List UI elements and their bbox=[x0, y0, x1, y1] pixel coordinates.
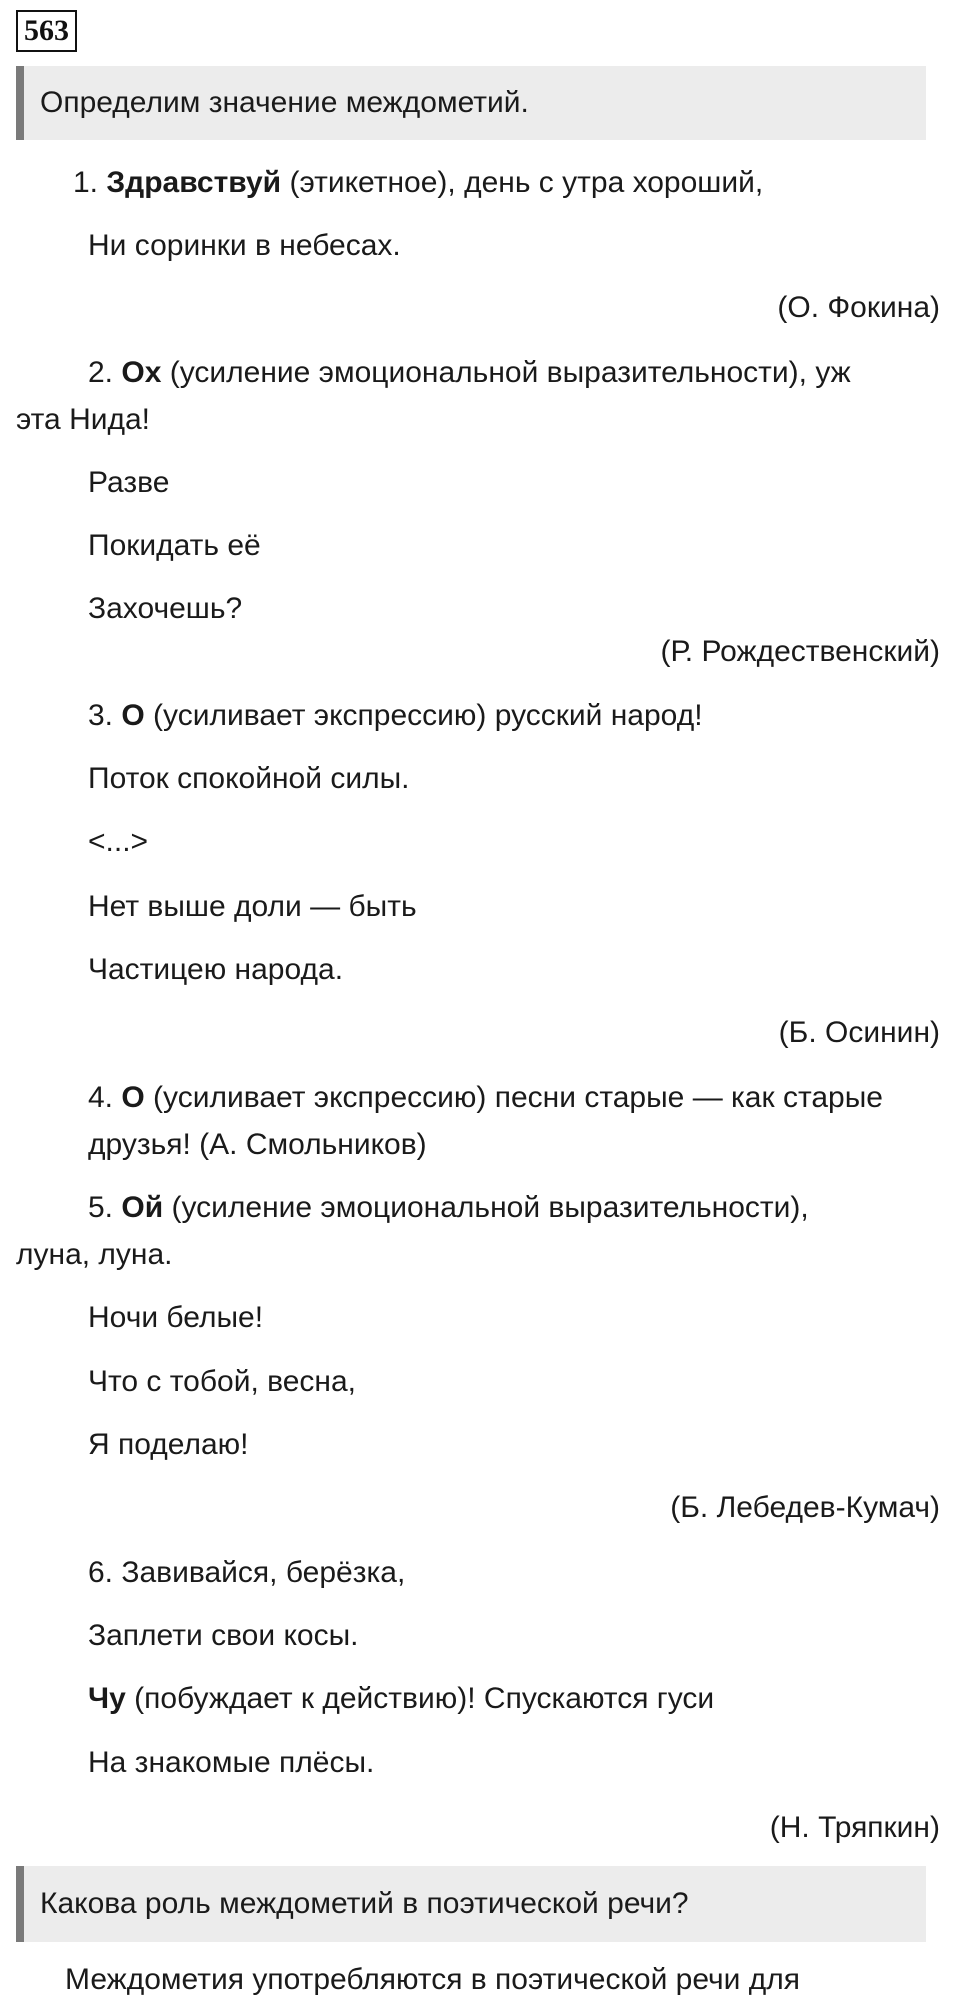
poem-line: Поток спокойной силы. bbox=[88, 762, 410, 795]
poem-line: На знакомые плёсы. bbox=[88, 1746, 375, 1779]
poem-line: Захочешь? bbox=[88, 592, 243, 625]
item-3-line-1 bbox=[88, 698, 703, 734]
poem-line: Частицею народа. bbox=[88, 953, 344, 986]
poem-line: Разве bbox=[88, 466, 170, 499]
item-number: 1. bbox=[73, 166, 99, 199]
item-5-line-1 bbox=[88, 1190, 809, 1226]
question-header-text: Какова роль междометий в поэтической речи? bbox=[40, 1887, 689, 1920]
item-4-line-1 bbox=[88, 1080, 883, 1116]
interjection: Чу bbox=[88, 1682, 126, 1715]
poem-line: Покидать её bbox=[88, 529, 261, 562]
item-text: (побуждает к действию)! Спускаются гуси bbox=[125, 1682, 715, 1715]
question-header bbox=[16, 1866, 926, 1942]
item-continuation: эта Нида! bbox=[16, 403, 151, 436]
author: (Р. Рождественский) bbox=[660, 635, 940, 668]
item-number: 2. bbox=[88, 356, 114, 389]
item-continuation: друзья! (А. Смольников) bbox=[88, 1128, 427, 1161]
poem-line: Заплети свои косы. bbox=[88, 1619, 359, 1652]
item-text: (усиливает экспрессию) песни старые — как старые bbox=[144, 1081, 883, 1114]
item-text: (усиление эмоциональной выразительности), уж bbox=[161, 356, 851, 389]
interjection: Здравствуй bbox=[106, 166, 282, 199]
item-text: (усиление эмоциональной выразительности), bbox=[163, 1191, 809, 1224]
poem-line: Ночи белые! bbox=[88, 1301, 264, 1334]
author: (Б. Осинин) bbox=[778, 1016, 940, 1049]
task-header-text: Определим значение междометий. bbox=[40, 86, 529, 119]
task-number-badge: 563 bbox=[16, 10, 77, 52]
interjection: О bbox=[121, 699, 145, 732]
author: (О. Фокина) bbox=[777, 291, 940, 324]
item-number: 6. bbox=[88, 1556, 114, 1589]
task-header bbox=[16, 66, 926, 140]
poem-line: Что с тобой, весна, bbox=[88, 1365, 357, 1398]
item-text: Завивайся, берёзка, bbox=[121, 1556, 406, 1589]
interjection: Ох bbox=[121, 356, 162, 389]
interjection: О bbox=[121, 1081, 145, 1114]
item-text: (усиливает экспрессию) русский народ! bbox=[144, 699, 703, 732]
interjection: Ой bbox=[121, 1191, 164, 1224]
item-continuation: луна, луна. bbox=[16, 1238, 173, 1271]
item-6-line-1 bbox=[88, 1555, 405, 1591]
item-number: 4. bbox=[88, 1081, 114, 1114]
item-number: 5. bbox=[88, 1191, 114, 1224]
author: (Б. Лебедев-Кумач) bbox=[670, 1491, 940, 1524]
poem-line: Я поделаю! bbox=[88, 1428, 249, 1461]
poem-line: Ни соринки в небесах. bbox=[88, 229, 401, 262]
item-1-line-1 bbox=[73, 165, 763, 201]
item-text: (этикетное), день с утра хороший, bbox=[281, 166, 764, 199]
item-2-line-1 bbox=[88, 355, 851, 391]
poem-line-with-interjection bbox=[88, 1681, 714, 1717]
poem-line: <...> bbox=[88, 825, 149, 858]
poem-line: Нет выше доли — быть bbox=[88, 890, 417, 923]
item-number: 3. bbox=[88, 699, 114, 732]
answer-text: Междометия употребляются в поэтической речи для bbox=[65, 1963, 801, 1996]
author: (Н. Тряпкин) bbox=[769, 1811, 940, 1844]
